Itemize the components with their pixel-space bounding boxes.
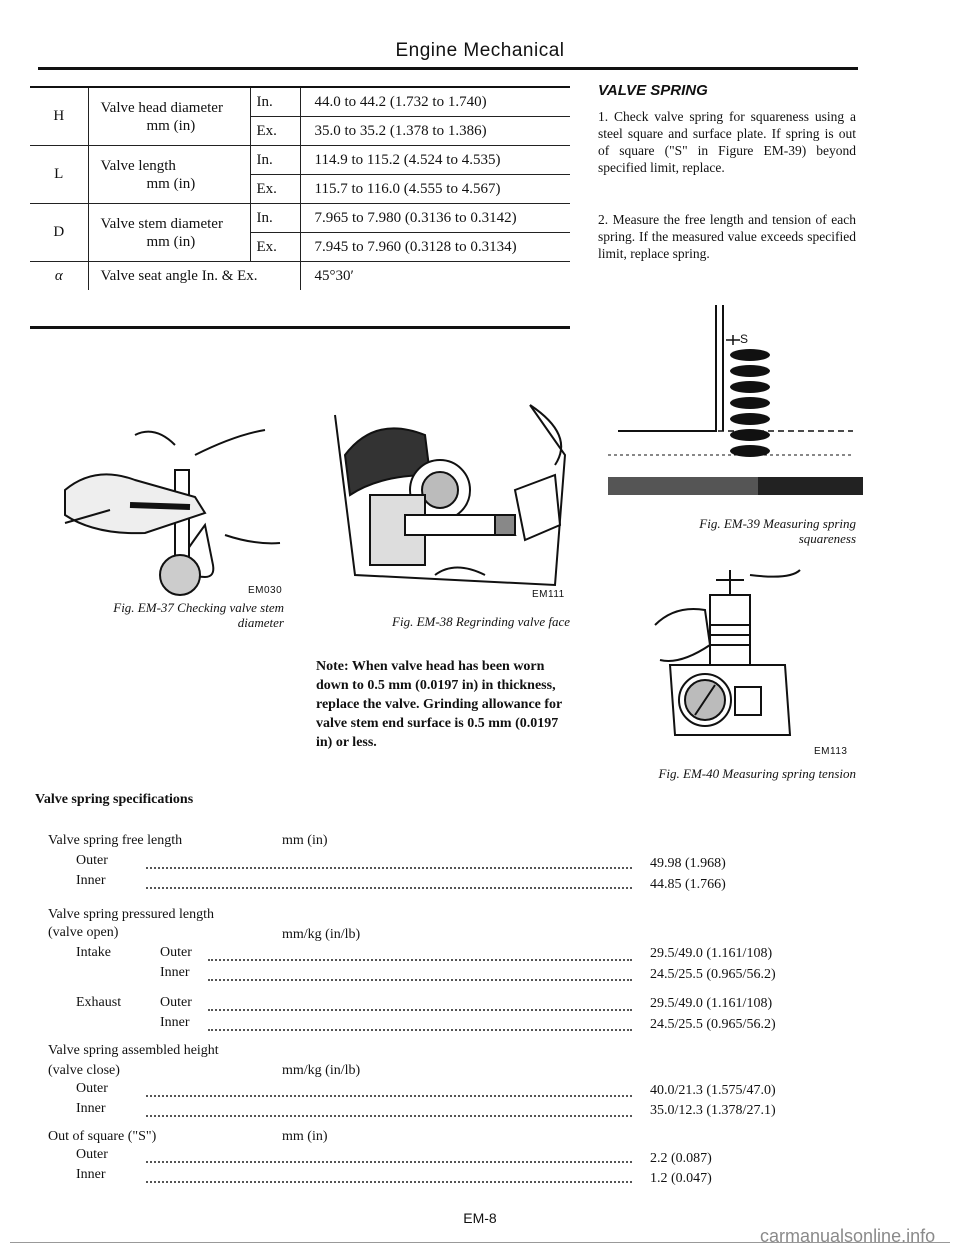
- page-title: Engine Mechanical: [395, 40, 565, 61]
- outer-label: Outer: [160, 945, 192, 960]
- symbol-alpha: α: [30, 262, 88, 291]
- value-cell: 45°30′: [314, 267, 354, 284]
- inner-label: Inner: [76, 1167, 106, 1182]
- note-lead: Note:: [316, 659, 349, 674]
- assembled-unit: mm/kg (in/lb): [282, 1063, 361, 1078]
- spec-value: 29.5/49.0 (1.161/108): [650, 946, 773, 961]
- square-unit: mm (in): [282, 1129, 328, 1144]
- spec-value: 1.2 (0.047): [650, 1171, 712, 1186]
- value-cell: 7.965 to 7.980 (0.3136 to 0.3142): [300, 204, 570, 233]
- row-label: Valve seat angle In. & Ex.: [88, 262, 300, 291]
- assembled-label-2: (valve close): [48, 1063, 120, 1078]
- value-cell: 44.0 to 44.2 (1.732 to 1.740): [300, 88, 570, 117]
- free-length-label: Valve spring free length: [48, 833, 183, 848]
- row-label: Valve head diameter: [100, 99, 223, 116]
- row-unit: mm (in): [146, 175, 196, 192]
- pressured-label-2: (valve open): [48, 925, 119, 940]
- leader-dots: [208, 1028, 632, 1031]
- spec-value: 24.5/25.5 (0.965/56.2): [650, 1017, 776, 1032]
- spec-value: 24.5/25.5 (0.965/56.2): [650, 967, 776, 982]
- kind-ex: Ex.: [250, 233, 300, 262]
- value-cell: 7.945 to 7.960 (0.3128 to 0.3134): [300, 233, 570, 262]
- pressured-unit: mm/kg (in/lb): [282, 927, 361, 942]
- assembled-label: Valve spring assembled height: [48, 1043, 219, 1058]
- inner-label: Inner: [76, 873, 106, 888]
- figure-label-s: S: [740, 332, 749, 346]
- outer-label: Outer: [76, 1147, 108, 1162]
- paragraph-1: 1. Check valve spring for squareness using a steel square and surface plate. If spring is out of square ("S" in Figure EM-39) beyond specified limit, replace.: [598, 109, 856, 175]
- leader-dots: [146, 1180, 632, 1183]
- figure-em37-illustration: [55, 425, 290, 585]
- inner-label: Inner: [160, 965, 190, 980]
- leader-dots: [146, 1094, 632, 1097]
- leader-dots: [146, 886, 632, 889]
- row-unit: mm (in): [146, 117, 196, 134]
- kind-in: In.: [250, 204, 300, 233]
- value-cell: 115.7 to 116.0 (4.555 to 4.567): [300, 175, 570, 204]
- section-title: VALVE SPRING: [598, 82, 708, 99]
- note-block: [316, 657, 576, 752]
- kind-ex: Ex.: [250, 117, 300, 146]
- spec-value: 29.5/49.0 (1.161/108): [650, 996, 773, 1011]
- row-label: Valve stem diameter: [100, 215, 223, 232]
- intake-label: Intake: [76, 945, 111, 960]
- specs-title: Valve spring specifications: [35, 792, 194, 807]
- symbol-h: H: [30, 88, 88, 146]
- figure-code: EM113: [814, 746, 848, 757]
- spec-value: 2.2 (0.087): [650, 1151, 712, 1166]
- note-text: When valve head has been worn down to 0.5 mm (0.0197 in) in thickness, replace the valve. Grinding allowance for valve stem end surface is 0.5 mm (0.0197 in) or less.: [316, 659, 563, 750]
- caption-line: Fig. EM-37 Checking valve stem: [113, 600, 284, 615]
- paragraph-2: 2. Measure the free length and tension of each spring. If the measured value exceeds specified limit, replace spring.: [598, 212, 856, 261]
- spec-value: 44.85 (1.766): [650, 877, 726, 892]
- kind-in: In.: [250, 146, 300, 175]
- leader-dots: [146, 1160, 632, 1163]
- caption-line: Fig. EM-39 Measuring spring: [699, 516, 856, 531]
- kind-ex: Ex.: [250, 175, 300, 204]
- page-number: EM-8: [463, 1210, 497, 1226]
- spec-value: 40.0/21.3 (1.575/47.0): [650, 1083, 776, 1098]
- symbol-l: L: [30, 146, 88, 204]
- watermark: carmanualsonline.info: [760, 1226, 936, 1246]
- leader-dots: [208, 978, 632, 981]
- figure-em39-illustration: [608, 305, 863, 500]
- figure-em37-caption: [40, 600, 284, 630]
- value-cell: 35.0 to 35.2 (1.378 to 1.386): [300, 117, 570, 146]
- spec-value: 49.98 (1.968): [650, 856, 726, 871]
- figure-code: EM296: [818, 497, 856, 509]
- caption-line: diameter: [237, 615, 284, 630]
- figure-code: EM111: [532, 589, 565, 600]
- outer-label: Outer: [76, 1081, 108, 1096]
- outer-label: Outer: [76, 853, 108, 868]
- spec-value: 35.0/12.3 (1.378/27.1): [650, 1103, 776, 1118]
- leader-dots: [146, 1114, 632, 1117]
- inner-label: Inner: [76, 1101, 106, 1116]
- figure-em40-caption: Fig. EM-40 Measuring spring tension: [658, 766, 856, 781]
- outer-label: Outer: [160, 995, 192, 1010]
- row-unit: mm (in): [146, 233, 196, 250]
- leader-dots: [208, 1008, 632, 1011]
- row-label: Valve length: [100, 157, 176, 174]
- symbol-d: D: [30, 204, 88, 262]
- figure-code: EM030: [248, 585, 283, 596]
- leader-dots: [208, 958, 632, 961]
- header-rule: [38, 67, 858, 70]
- kind-in: In.: [250, 88, 300, 117]
- free-length-unit: mm (in): [282, 833, 328, 848]
- square-label: Out of square ("S"): [48, 1129, 157, 1144]
- figure-em38-caption: Fig. EM-38 Regrinding valve face: [392, 614, 570, 629]
- exhaust-label: Exhaust: [76, 995, 122, 1010]
- caption-line: squareness: [798, 531, 856, 546]
- value-cell: 114.9 to 115.2 (4.524 to 4.535): [300, 146, 570, 175]
- leader-dots: [146, 866, 632, 869]
- inner-label: Inner: [160, 1015, 190, 1030]
- figure-em38-illustration: [315, 395, 575, 595]
- figure-em39-caption: [640, 516, 856, 546]
- figure-em40-illustration: [650, 565, 820, 740]
- pressured-label: Valve spring pressured length: [48, 907, 215, 922]
